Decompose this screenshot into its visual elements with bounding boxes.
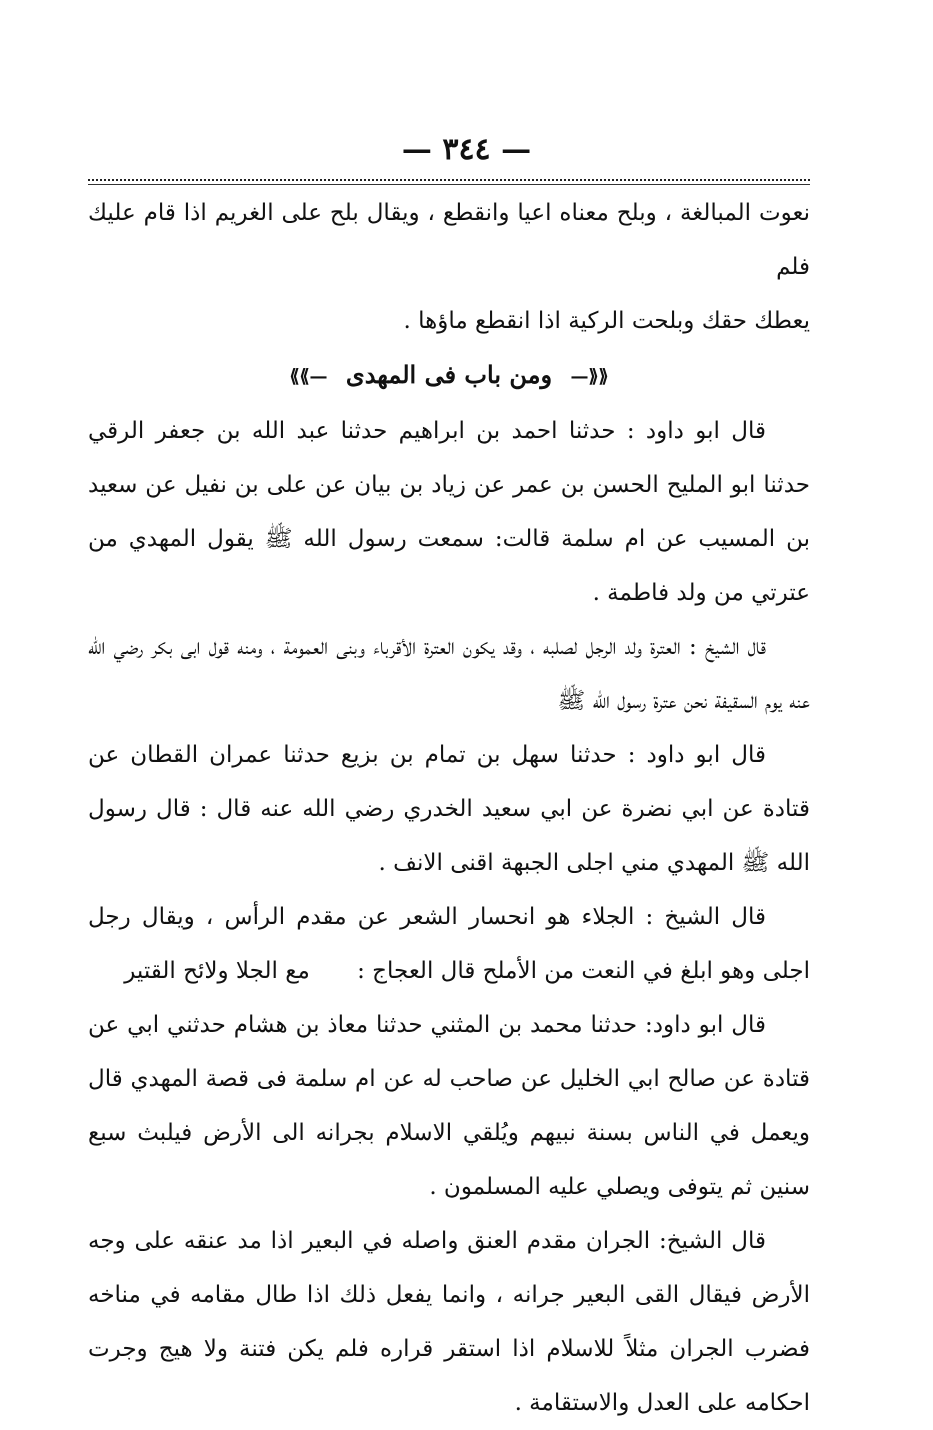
heading-ornament-right-icon: ⟪⟪— bbox=[570, 365, 609, 387]
paragraph-hadith-2: قال ابو داود : حدثنا سهل بن تمام بن بزيع حدثنا عمران القطان عن قتادة عن ابي نضرة عن ابي سعيد الخدري رضي الله عنه قال : قال رسول الله ﷺ المهدي مني اجلى الجبهة اقنى الانف . bbox=[88, 741, 810, 876]
intro-line-1: نعوت المبالغة ، وبلح معناه اعيا وانقطع ، ويقال بلح على الغريم اذا قام عليك فلم bbox=[88, 200, 810, 280]
section-title: ومن باب فى المهدى bbox=[345, 360, 553, 389]
poetry-verse: مع الجلا ولائح القتير bbox=[124, 957, 310, 984]
commentary-2-text: قال الشيخ : الجلاء هو انحسار الشعر عن مقدم الرأس ، ويقال رجل اجلى وهو ابلغ في النعت من الأملح قال العجاج : bbox=[88, 903, 810, 984]
paragraph-commentary-3: قال الشيخ: الجران مقدم العنق واصله في البعير اذا مد عنقه على وجه الأرض فيقال القى البعير جرانه ، وانما يفعل ذلك اذا طال مقامه في مناخه فضرب الجران مثلاً للاسلام اذا استقر قراره فلم يكن فتنة ولا هيج وجرت احكامه على العدل والاستقامة . bbox=[88, 1227, 810, 1416]
header-divider bbox=[88, 179, 810, 181]
paragraph-hadith-1: قال ابو داود : حدثنا احمد بن ابراهيم حدثنا عبد الله بن جعفر الرقي حدثنا ابو المليح الحسن بن عمر عن زياد بن بيان عن على بن نفيل عن سعيد بن المسيب عن ام سلمة قالت: سمعت رسول الله ﷺ يقول المهدي من عترتي من ولد فاطمة . bbox=[88, 417, 810, 606]
page-text bbox=[88, 186, 810, 1430]
paragraph-commentary-2 bbox=[88, 890, 810, 998]
section-heading bbox=[88, 348, 810, 404]
paragraph-commentary-1: قال الشيخ : العترة ولد الرجل لصلبه ، وقد يكون العترة الأقرباء وبنى العمومة ، ومنه قول ابى بكر رضي الله عنه يوم السقيفة نحن عترة رسول الله ﷺ bbox=[88, 633, 810, 714]
heading-ornament-left-icon: —⟫⟫ bbox=[289, 365, 328, 387]
intro-line-2: يعطك حقك وبلحت الركية اذا انقطع ماؤها . bbox=[403, 308, 810, 334]
header-divider-line bbox=[88, 184, 810, 185]
paragraph-hadith-3: قال ابو داود: حدثنا محمد بن المثني حدثنا معاذ بن هشام حدثني ابي عن قتادة عن صالح ابي الخليل عن صاحب له عن ام سلمة فى قصة المهدي قال ويعمل في الناس بسنة نبيهم ويُلقي الاسلام بجرانه الى الأرض فيلبث سبع سنين ثم يتوفى ويصلي عليه المسلمون . bbox=[88, 1011, 810, 1200]
page-number: — ٣٤٤ — bbox=[401, 132, 532, 167]
